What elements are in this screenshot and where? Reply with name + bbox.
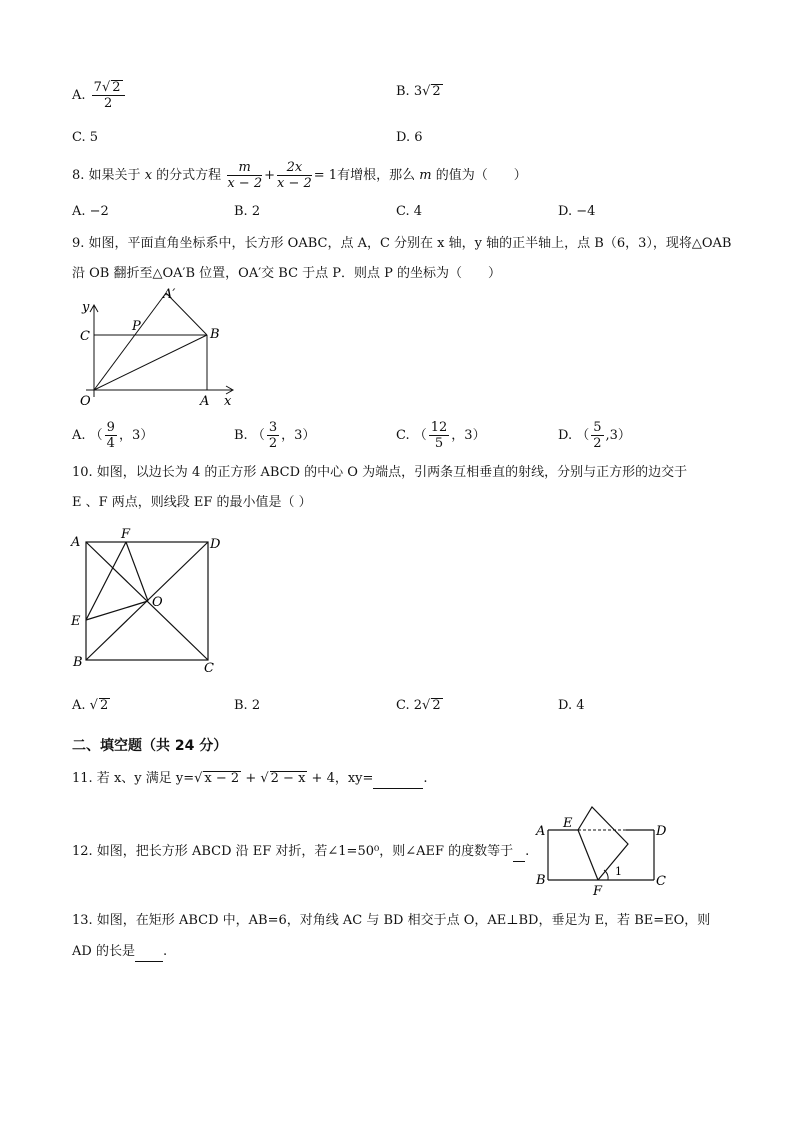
q11-stem: 11. 若 x、y 满足 y=√ x − 2 + √ 2 − x + 4，xy= . (72, 770, 428, 789)
q10-label-c: C (204, 661, 214, 676)
q12-answer-blank[interactable] (513, 843, 525, 862)
q9-label-a: A (200, 394, 210, 409)
q12-label-a: A (536, 824, 546, 839)
q9-label-b: B (210, 327, 220, 342)
q9-label-c: C (80, 329, 90, 344)
q9-stem-line1: 9. 如图，平面直角坐标系中，长方形 OABC，点 A，C 分别在 x 轴，y 轴的正半轴上，点 B（6，3），现将△OAB (72, 236, 732, 251)
q7-option-b: B. 3√ 2 (396, 84, 441, 99)
q12-label-d: D (656, 824, 667, 839)
q10-label-b: B (73, 655, 83, 670)
q12-label-f: F (593, 884, 603, 899)
q9-option-b: B. （ $\frac{3}{2}$ ，3） (234, 420, 316, 451)
q10-label-e: E (71, 614, 81, 629)
q13-stem-line1: 13. 如图，在矩形 ABCD 中，AB=6，对角线 AC 与 BD 相交于点 O，AE⊥BD，垂足为 E，若 BE=EO，则 (72, 913, 711, 928)
q9-option-d: D. （ $\frac{5}{2}$ ,3） (558, 420, 631, 451)
q13-stem-line2: AD 的长是 . (72, 943, 167, 962)
q12-label-angle-1: 1 (615, 865, 622, 878)
q10-label-a: A (71, 535, 81, 550)
q10-label-d: D (210, 537, 221, 552)
q9-coordinate-figure (70, 285, 240, 410)
q9-label-o: O (80, 394, 91, 409)
section-heading-fill-in: 二、填空题（共 24 分） (72, 738, 228, 754)
q8-option-d: D. −4 (558, 204, 596, 219)
q8-stem: 8. 如果关于 x 的分式方程 $\frac{m}{x - 2}$ + $\frac{2x}{x - 2}$ = 1有增根，那么 m 的值为（ ） (72, 160, 527, 191)
q11-answer-blank[interactable] (373, 770, 423, 789)
q7-option-c: C. 5 (72, 130, 99, 145)
q7-option-d: D. 6 (396, 130, 423, 145)
q10-option-a: A. √ 2 (72, 698, 109, 713)
q10-option-d: D. 4 (558, 698, 585, 713)
q9-label-x: x (224, 394, 232, 409)
q10-option-b: B. 2 (234, 698, 261, 713)
q12-label-e: E (563, 816, 573, 831)
q10-option-c: C. 2√ 2 (396, 698, 441, 713)
q10-square-figure (68, 522, 228, 677)
q12-label-c: C (656, 874, 666, 889)
q8-option-b: B. 2 (234, 204, 261, 219)
q12-stem: 12. 如图，把长方形 ABCD 沿 EF 对折，若∠1=50⁰，则∠AEF 的度数等于 . (72, 843, 529, 862)
q13-answer-blank[interactable] (135, 943, 163, 962)
q9-option-c: C. （ $\frac{12}{5}$ ，3） (396, 420, 486, 451)
q9-option-a: A. （ $\frac{9}{4}$ ，3） (72, 420, 154, 451)
q7-option-a: A. $\frac{7√ 2}{2}$ (72, 80, 127, 111)
q10-label-f: F (121, 527, 131, 542)
q12-fold-figure (530, 800, 675, 900)
q12-label-b: B (536, 873, 546, 888)
q9-label-y: y (82, 300, 90, 315)
q10-label-o: O (152, 595, 163, 610)
q9-stem-line2: 沿 OB 翻折至△OA′B 位置，OA′交 BC 于点 P．则点 P 的坐标为（ ） (72, 266, 502, 281)
q9-label-p: P (132, 319, 141, 334)
q8-option-a: A. −2 (72, 204, 109, 219)
q9-label-a-prime: A′ (163, 287, 176, 302)
q8-option-c: C. 4 (396, 204, 423, 219)
q10-stem-line2: E 、F 两点，则线段 EF 的最小值是（ ） (72, 495, 312, 510)
q10-stem-line1: 10. 如图，以边长为 4 的正方形 ABCD 的中心 O 为端点，引两条互相垂直的射线，分别与正方形的边交于 (72, 465, 688, 480)
q7-option-a-fraction: $\frac{7√ 2}{2}$ (92, 80, 125, 111)
